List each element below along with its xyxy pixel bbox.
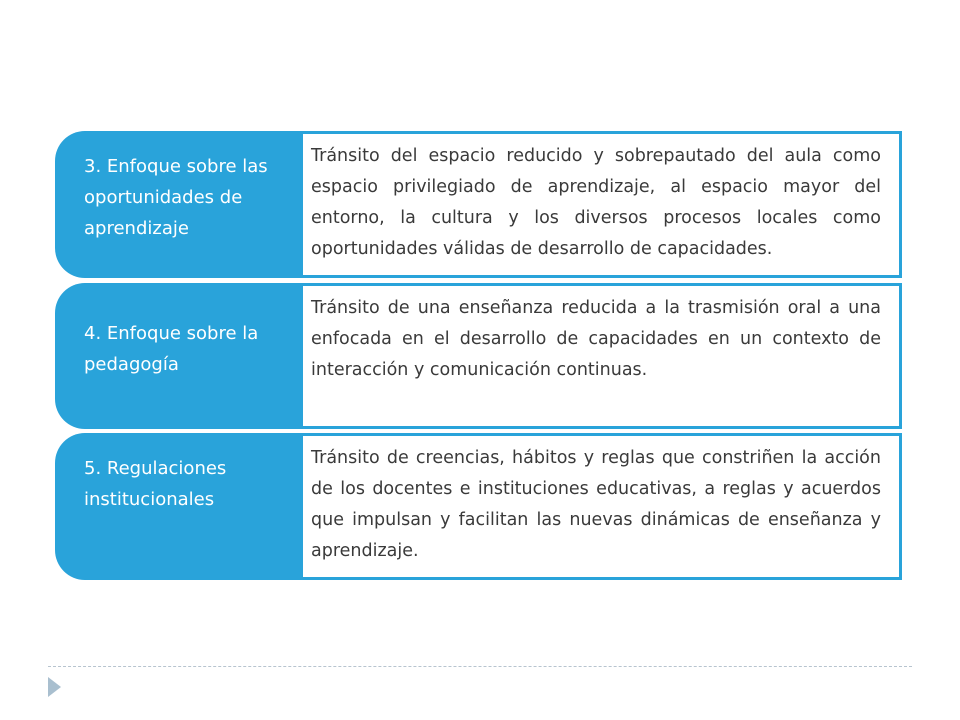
row-description-box xyxy=(297,433,902,580)
table-row xyxy=(55,131,902,278)
play-arrow-icon xyxy=(48,677,61,697)
row-label: 4. Enfoque sobre la pedagogía xyxy=(55,283,305,429)
table-row xyxy=(55,433,902,580)
table-row xyxy=(55,283,902,429)
row-description-box xyxy=(297,131,902,278)
row-label: 3. Enfoque sobre las oportunidades de aprendizaje xyxy=(55,131,305,278)
footer-divider xyxy=(48,666,912,667)
row-description: Tránsito de una enseñanza reducida a la trasmisión oral a una enfocada en el desarrollo de capacidades en un contexto de interacción y comunicación continuas. xyxy=(303,286,899,426)
row-description: Tránsito de creencias, hábitos y reglas que constriñen la acción de los docentes e instituciones educativas, a reglas y acuerdos que impulsan y facilitan las nuevas dinámicas de enseñanza y aprendizaje. xyxy=(303,436,899,577)
row-description-box xyxy=(297,283,902,429)
row-description: Tránsito del espacio reducido y sobrepautado del aula como espacio privilegiado de aprendizaje, al espacio mayor del entorno, la cultura y los diversos procesos locales como oportunidades válidas de desarrollo de capacidades. xyxy=(303,134,899,275)
row-label: 5. Regulaciones institucionales xyxy=(55,433,305,580)
